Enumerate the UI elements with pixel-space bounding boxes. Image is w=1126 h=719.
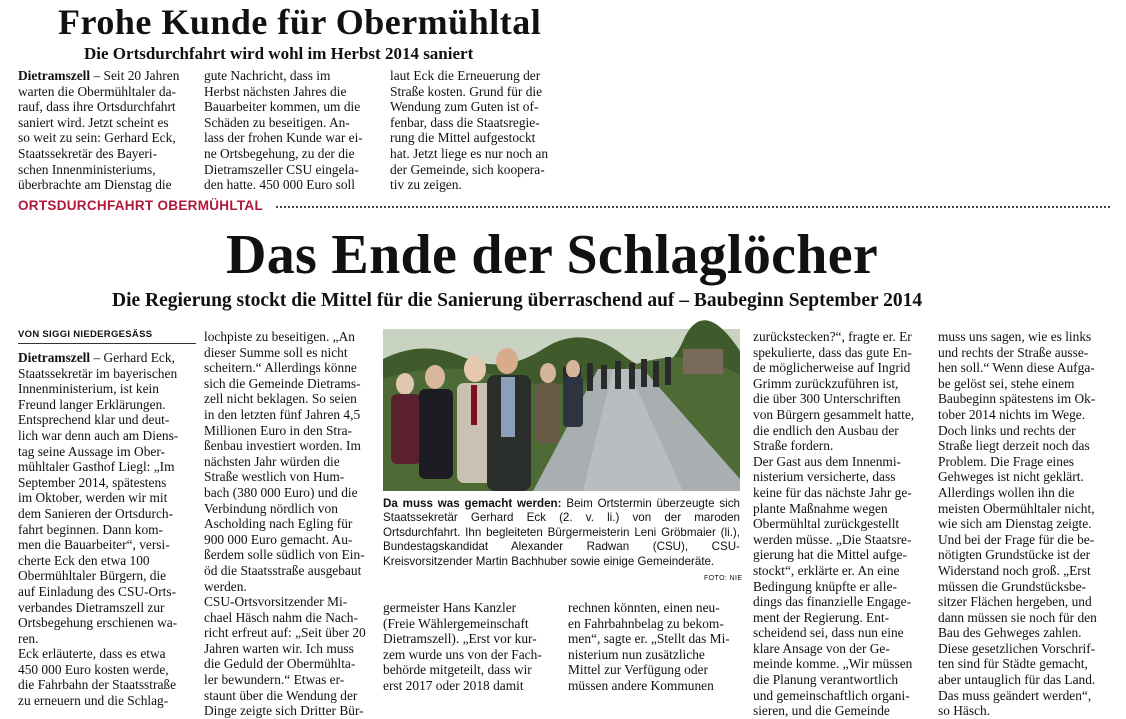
- c1-line: Obermühltaler Bürgern, die: [18, 568, 167, 584]
- c2-line: sich die Gemeinde Dietrams-: [204, 375, 361, 391]
- c2-line: staunt über die Wendung der: [204, 687, 358, 703]
- c6-line: und rechts der Straße ausse-: [938, 344, 1089, 360]
- topic-dotted-rule: [276, 206, 1110, 208]
- article2-column-4: [568, 600, 740, 693]
- article1-lead-place: Dietramszell: [18, 68, 91, 83]
- c2-line: Straße westlich von Hum-: [204, 469, 345, 485]
- c6-line: tober 2014 nichts im Wege.: [938, 406, 1086, 422]
- photo-credit: FOTO: NIE: [704, 575, 743, 582]
- c5-line: ment der Regierung. Ent-: [753, 609, 890, 625]
- c2-line: zell nicht beklagen. So seien: [204, 391, 357, 407]
- c2-line: öd die Staatsstraße ausgebaut: [204, 562, 362, 578]
- c1-line: September 2014, spätestens: [18, 474, 167, 490]
- c2-line: scheitern.“ Allerdings könne: [204, 360, 357, 376]
- c5-line: Grimm zurückzuführen ist,: [753, 375, 899, 391]
- c4-line: en Fahrbahnbelag zu bekom-: [568, 615, 724, 631]
- c5-line: werden müsse. „Die Staatsre-: [753, 531, 912, 547]
- article2-column-1: [18, 350, 196, 709]
- c3-line: zem wurde uns von der Fach-: [383, 646, 542, 662]
- article1-subheadline: Die Ortsdurchfahrt wird wohl im Herbst 2014 saniert: [84, 44, 474, 63]
- c5-line: und gemeinschaftlich organi-: [753, 687, 910, 703]
- c1-line: zu erneuern und die Schlag-: [18, 693, 169, 709]
- photo-caption-lead: Da muss was gemacht werden:: [383, 497, 562, 510]
- c1-line: Freund langer Erklärungen.: [18, 396, 166, 412]
- c1-line: ren.: [18, 630, 39, 646]
- c1-line: men die Bauarbeiter“, versi-: [18, 537, 170, 553]
- c1-line: fahrt beginnen. Dann kom-: [18, 521, 164, 537]
- c2-line: werden.: [204, 578, 247, 594]
- c2-line: bach (380 000 Euro) und die: [204, 484, 358, 500]
- c5-line: die Planung verantwortlich: [753, 672, 899, 688]
- article1-column-1: [18, 68, 190, 193]
- c5-line: Der Gast aus dem Innenmi-: [753, 453, 901, 469]
- c4-line: rechnen könnten, einen neu-: [568, 600, 720, 615]
- article2-column-3: [383, 600, 551, 693]
- c1-line: Dietramszell – Gerhard Eck,: [18, 350, 175, 365]
- c5-line: spekulierte, dass das gute En-: [753, 344, 912, 360]
- c5-line: die über 300 Unterschriften: [753, 391, 901, 407]
- article1-col1-line: warten die Obermühltaler da-: [18, 83, 177, 99]
- c5-line: meinde komme. „Wir müssen: [753, 656, 913, 672]
- c1-line: Entsprechend klar und deut-: [18, 412, 170, 428]
- c5-line: nisterium versicherte, dass: [753, 469, 896, 485]
- section-topic: ORTSDURCHFAHRT OBERMÜHLTAL: [18, 198, 264, 213]
- article-photo: [383, 329, 740, 491]
- c2-line: Verbindung nördlich von: [204, 500, 338, 516]
- c2-line: richt erfreut auf: „Seit über 20: [204, 625, 366, 641]
- article1-col1-line: saniert wird. Jetzt scheint es: [18, 114, 169, 130]
- c2-line: Ascholding nach Egling für: [204, 516, 353, 532]
- c5-line: keine für das nächste Jahr ge-: [753, 484, 912, 500]
- c5-line: sieren, und die Gemeinde: [753, 703, 890, 719]
- c1-line: 450 000 Euro kosten werde,: [18, 661, 169, 677]
- c3-line: erst 2017 oder 2018 damit: [383, 677, 524, 693]
- c1-line: Innenministerium, ist kein: [18, 381, 159, 397]
- c1-line: Eck erläuterte, dass es etwa: [18, 646, 166, 662]
- c5-line: die endlich den Ausbau der: [753, 422, 899, 438]
- c6-line: nötigten Grundstücke ist der: [938, 547, 1091, 563]
- c1-line: cherte Eck den etwa 100: [18, 552, 150, 568]
- c5-line: von Bürgern gesammelt hatte,: [753, 406, 915, 422]
- c1-line: Staatssekretär im bayerischen: [18, 365, 178, 381]
- c5-line: dings das finanzielle Engage-: [753, 594, 912, 610]
- c6-line: Straße liegt derzeit noch das: [938, 438, 1090, 454]
- article1-col1-line: schen Innenministeriums,: [18, 161, 156, 177]
- article2-headline: Das Ende der Schlaglöcher: [226, 224, 879, 286]
- c2-line: ler bewundern.“ Etwas er-: [204, 672, 345, 688]
- c2-line: nächsten Jahr würden die: [204, 453, 340, 469]
- c6-line: Gehweges ist nicht geklärt.: [938, 469, 1084, 485]
- c1-line: dem Sanieren der Ortsdurch-: [18, 505, 174, 521]
- c2-line: ßenbau investiert worden. Im: [204, 438, 361, 454]
- c2-line: Dinge zeigte sich Dritter Bür-: [204, 703, 364, 719]
- c5-line: de möglicherweise auf Ingrid: [753, 360, 911, 376]
- c5-line: stockt“, erklärte er. An eine: [753, 562, 900, 578]
- c1-line: im Oktober, werden wir mit: [18, 490, 168, 506]
- c2-line: CSU-Ortsvorsitzender Mi-: [204, 594, 348, 610]
- c6-line: Und bei der Frage für die be-: [938, 531, 1095, 547]
- c1-line: mühltaler Gasthof Liegl: „Im: [18, 459, 175, 475]
- article1-column-2: gute Nachricht, dass im Herbst nächsten Jahres die Bauarbeiter kommen, um die Schäden zu beseitigen. An- lass der frohen Kunde war ei- ne Ortsbegehung, zu der die Dietramszeller CSU eingela- den hatte. 450 000 Euro soll: [204, 68, 363, 193]
- c6-line: Baubeginn spätestens im Ok-: [938, 391, 1096, 407]
- c6-line: hen soll.“ Wenn diese Aufga-: [938, 360, 1095, 376]
- c3-line: germeister Hans Kanzler: [383, 600, 517, 615]
- c4-line: Mittel zur Verfügung oder: [568, 662, 708, 678]
- c6-line: meisten Obermühltaler nicht,: [938, 500, 1095, 516]
- c5-line: gierung hat die Mittel aufge-: [753, 547, 907, 563]
- c1-line: lich war denn auch am Diens-: [18, 427, 179, 443]
- c5-line: scheidend sei, dass nun eine: [753, 625, 904, 641]
- byline-rule: [18, 343, 196, 344]
- article2-column-2: [204, 329, 376, 719]
- c2-line: ßerdem solle südlich von Ein-: [204, 547, 365, 563]
- c5-line: klare Ansage von der Ge-: [753, 640, 890, 656]
- c6-line: aber untauglich für das Land.: [938, 672, 1096, 688]
- c6-line: Bau des Gehweges zahlen.: [938, 625, 1082, 641]
- article1-column-3: laut Eck die Erneuerung der Straße kosten. Grund für die Wendung zum Guten ist of- fenbar, dass die Staatsregie- rung die Mittel aufgestockt hat. Jetzt liege es nur noch an der Gemeinde, sich kooperа- tiv zu zeigen.: [390, 68, 549, 193]
- c6-line: be gelöst sei, stehe einem: [938, 375, 1075, 391]
- c4-line: men“, sagte er. „Stellt das Mi-: [568, 631, 730, 647]
- photo-caption-text: Beim Ortstermin überzeugte sich Staatssekretär Gerhard Eck (2. v. li.) von der maroden Ortsdurchfahrt. Ihn begleiteten Bürgermeisterin Leni Gröbmaier (li.), Bundestagskandidat Alexander Radwan (CSU), CSU-Kreisvorsitzender Martin Bachhuber sowie einige Gemeinderäte.: [383, 497, 740, 568]
- article1-col1-line: überbrachte am Dienstag die: [18, 177, 172, 193]
- c1-line: verbandes Dietramszell zur: [18, 599, 165, 615]
- c6-line: Das muss geändert werden“,: [938, 687, 1092, 703]
- c5-line: zurückstecken?“, fragte er. Er: [753, 329, 912, 344]
- c3-line: Dietramszell). „Erst vor kur-: [383, 631, 537, 647]
- c2-line: dieser Summe soll es nicht: [204, 344, 348, 360]
- c6-line: Diese gesetzlichen Vorschrif-: [938, 640, 1096, 656]
- c2-line: chael Häsch nahm die Nach-: [204, 609, 358, 625]
- article1-headline: Frohe Kunde für Obermühltal: [58, 2, 542, 42]
- c6-line: Doch links und rechts der: [938, 422, 1076, 438]
- c4-line: nisterium nun zusätzliche: [568, 646, 705, 662]
- c1-line: Ortsbegehung erschienen wa-: [18, 615, 178, 631]
- c2-line: in den letzten fünf Jahren 4,5: [204, 406, 361, 422]
- c6-line: Allerdings wollen ihn die: [938, 484, 1075, 500]
- c6-line: muss uns sagen, wie es links: [938, 329, 1092, 344]
- photo-illustration: [383, 329, 740, 491]
- c5-line: plante Maßnahme wegen: [753, 500, 888, 516]
- c6-line: Widerstand noch groß. „Erst: [938, 562, 1091, 578]
- c2-line: Jahren warten wir. Ich muss: [204, 640, 354, 656]
- c2-line: lochpiste zu beseitigen. „An: [204, 329, 355, 344]
- c5-line: Straße fordern.: [753, 438, 834, 454]
- article1-col1-line: so weit zu sein: Gerhard Eck,: [18, 130, 176, 146]
- article2-column-5: [753, 329, 925, 719]
- c5-line: Bedingung knüpfte er alle-: [753, 578, 897, 594]
- article2-subheadline: Die Regierung stockt die Mittel für die Sanierung überraschend auf – Baubeginn September 2014: [112, 290, 923, 311]
- c6-line: so Häsch.: [938, 703, 991, 719]
- c6-line: dann müssen sie noch für den: [938, 609, 1097, 625]
- c6-line: sitzer Flächen hergeben, und: [938, 594, 1092, 610]
- article1-col1-line: Dietramszell – Seit 20 Jahren: [18, 68, 180, 83]
- c4-line: müssen andere Kommunen: [568, 677, 714, 693]
- c6-line: Problem. Die Frage eines: [938, 453, 1075, 469]
- c2-line: die Geduld der Obermühlta-: [204, 656, 356, 672]
- c2-line: 900 000 Euro gemacht. Au-: [204, 531, 353, 547]
- c6-line: müssen die Grundstücksbe-: [938, 578, 1087, 594]
- c1-line: die Fahrbahn der Staatsstraße: [18, 677, 177, 693]
- article2-column-6: [938, 329, 1110, 719]
- c2-line: Millionen Euro in den Stra-: [204, 422, 353, 438]
- c5-line: Obermühltal zurückgestellt: [753, 516, 900, 532]
- c3-line: (Freie Wählergemeinschaft: [383, 615, 529, 631]
- article1-col1-line: Staatssekretär des Bayeri-: [18, 145, 158, 161]
- c6-line: ten sind für Städte gemacht,: [938, 656, 1088, 672]
- c1-line: auf Einladung des CSU-Orts-: [18, 583, 177, 599]
- article2-lead-place: Dietramszell: [18, 350, 91, 365]
- c1-line: tag seine Aussage im Ober-: [18, 443, 165, 459]
- c6-line: wie sich am Dienstag zeigte.: [938, 516, 1092, 532]
- article1-col1-line: rauf, dass ihre Ortsdurchfahrt: [18, 99, 176, 115]
- byline: VON SIGGI NIEDERGESÄSS: [18, 329, 153, 340]
- photo-caption: [383, 497, 743, 585]
- c3-line: behörde mitgeteilt, dass wir: [383, 662, 532, 678]
